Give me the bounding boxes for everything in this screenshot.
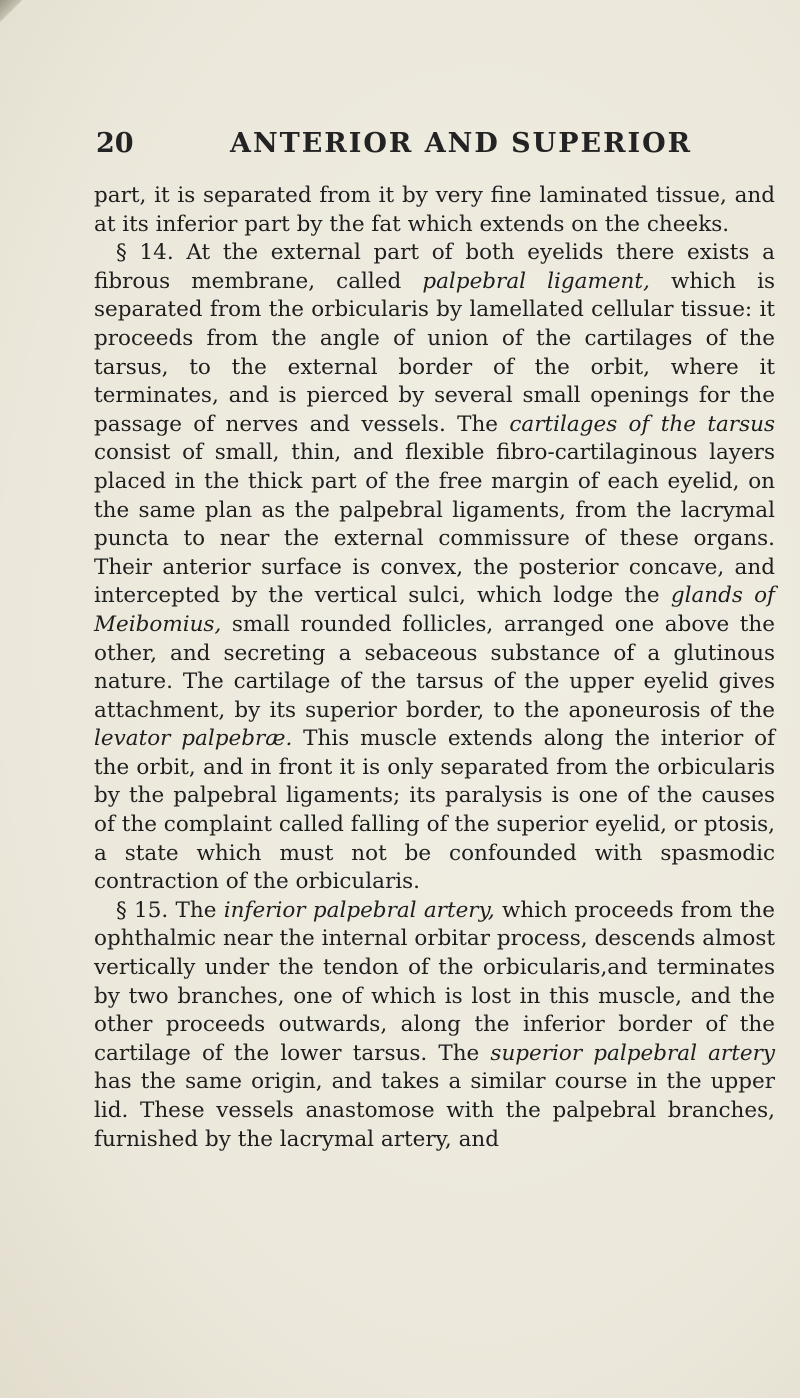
text-segment: § 14. At the external part of both eyelids there exists a fibrous membrane, called xyxy=(94,240,775,294)
text-segment: which proceeds from the ophthalmic near the internal orbitar process, descends almost vertically under the tendon of the orbicularis,and terminates by two branches, one of which is lost in this muscle, and the other proceeds outwards, along the inferior border of the cartilage of the lower tarsus. The xyxy=(94,897,775,1066)
emphasis-term: levator palpebræ. xyxy=(94,726,293,752)
text-segment: has the same origin, and takes a similar course in the upper lid. These vessels anastomose with the palpebral branches, furnished by the lacrymal artery, and xyxy=(94,1069,775,1152)
page-header xyxy=(96,128,766,168)
paragraph-section-14 xyxy=(94,239,775,897)
emphasis-term: palpebral ligament, xyxy=(422,268,650,294)
running-head: ANTERIOR AND SUPERIOR xyxy=(230,128,693,159)
paragraph-section-15 xyxy=(94,897,775,1154)
emphasis-term: superior palpebral artery xyxy=(490,1040,775,1066)
emphasis-term: cartilages of the tarsus xyxy=(509,411,775,437)
text-segment: small rounded follicles, arranged one above the other, and secreting a sebaceous substance of a glutinous nature. The cartilage of the tarsus of the upper eyelid gives attachment, by its superior border, to the aponeurosis of the xyxy=(94,611,775,723)
text-segment: This muscle extends along the interior of the orbit, and in front it is only separated from the orbicularis by the palpebral ligaments; its paralysis is one of the causes of the complaint called falling of the superior eyelid, or ptosis, a state which must not be confounded with spasmodic contraction of the orbicularis. xyxy=(94,726,775,895)
text-segment: part, it is separated from it by very fine laminated tissue, and at its inferior part by the fat which extends on the cheeks. xyxy=(94,183,775,237)
page-corner-shadow xyxy=(0,0,22,22)
emphasis-term: inferior palpebral artery, xyxy=(223,897,495,923)
emphasis-term: glands of Meibomius, xyxy=(94,583,775,637)
text-segment: which is separated from the orbicularis by lamellated cellular tissue: it proceeds from the angle of union of the cartilages of the tarsus, to the external border of the orbit, where it terminates, and is pierced by several small openings for the passage of nerves and vessels. The xyxy=(94,268,775,437)
page-number: 20 xyxy=(96,128,134,159)
text-segment: § 15. The xyxy=(116,897,224,923)
paragraph-continuation xyxy=(94,182,775,239)
text-segment: consist of small, thin, and flexible fibro-cartilaginous layers placed in the thick part of the free margin of each eyelid, on the same plan as the palpebral ligaments, from the lacrymal puncta to near the external commissure of these organs. Their anterior surface is convex, the posterior concave, and intercepted by the vertical sulci, which lodge the xyxy=(94,440,775,609)
body-text xyxy=(94,182,775,1154)
